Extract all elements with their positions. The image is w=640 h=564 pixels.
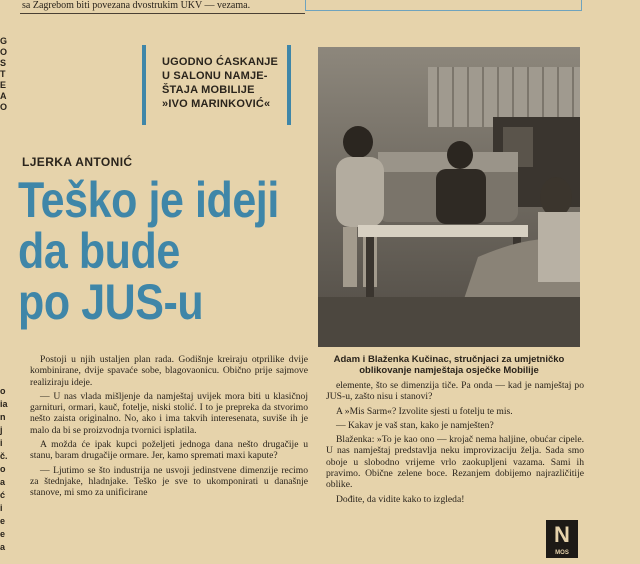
kicker-line: UGODNO ĆASKANJE — [162, 56, 279, 68]
margin-letter: a — [0, 542, 6, 552]
margin-letter: e — [0, 516, 6, 526]
kicker-line: ŠTAJA MOBILIJE — [162, 84, 255, 96]
logo-letter: N — [554, 522, 570, 547]
headline — [18, 172, 279, 330]
margin-letter: O — [0, 47, 8, 57]
paragraph: A »Mis Sarm«? Izvolite sjesti u fotelju te mis. — [336, 405, 513, 417]
kicker-bar-left — [142, 45, 146, 125]
margin-letter: S — [0, 58, 7, 68]
paragraph: — Kakav je vaš stan, kako je namješten? — [336, 419, 494, 431]
margin-letter: n — [0, 412, 6, 422]
top-box-frame — [305, 0, 582, 11]
top-rule — [20, 13, 305, 14]
paragraph: Blaženka: »To je kao ono — krojač nema haljine, obućar cipele. U nas namještaj predstavlja neku improvizaciju želja. Sada smo oboje u slobodno vrijeme vrlo zaokupljeni vazama. Sami ih pravimo. Obične zelene boce. Rezanjem dobijemo najrazličitije oblike. — [326, 434, 584, 491]
margin-letter: o — [0, 386, 6, 396]
paragraph: Postoji u njih ustaljen plan rada. Godišnje kreiraju otprilike dvije kombinirane, dvije spavaće sobe, blagovaonicu. Obično prije sajmove realiziraju ideje. — [30, 354, 308, 388]
margin-letter: ć — [0, 490, 6, 500]
margin-letter: ia — [0, 399, 8, 409]
paragraph: elemente, što se dimenzija tiče. Pa onda — kad je namještaj po JUS-u, zašto nisu i stanovi? — [326, 380, 584, 403]
margin-letter: č. — [0, 451, 8, 461]
margin-letter: o — [0, 464, 6, 474]
kicker-line: »IVO MARINKOVIĆ« — [162, 98, 271, 110]
margin-letter: A — [0, 91, 7, 101]
headline-line: da bude — [18, 223, 180, 279]
margin-letter: E — [0, 80, 7, 90]
paragraph: — Ljutimo se što industrija ne usvoji jedinstvene dimenzije recimo za štednjake, hladnjake. Teško je sve to ukomponirati u današnje stanove, mi smo za unificirane — [30, 464, 308, 499]
top-text: sa Zagrebom biti povezana dvostrukim UKV — vezama. — [22, 0, 251, 11]
margin-letter: T — [0, 69, 6, 79]
kicker — [162, 55, 290, 111]
margin-letters-bottom — [0, 385, 14, 554]
photo-caption: Adam i Blaženka Kučinac, stručnjaci za umjetničko oblikovanje namještaja osječke Mobilije — [333, 354, 565, 376]
margin-letter: a — [0, 477, 6, 487]
margin-letter: i — [0, 503, 3, 513]
article-column-left — [30, 354, 308, 502]
article-photo — [318, 47, 580, 347]
margin-letter: j — [0, 425, 3, 435]
margin-letters-top — [0, 36, 16, 113]
logo-small-text: MOS — [555, 550, 569, 556]
headline-line: po JUS-u — [18, 274, 204, 330]
paragraph: Dođite, da vidite kako to izgleda! — [336, 493, 465, 505]
margin-letter: O — [0, 102, 8, 112]
headline-line: Teško je ideji — [18, 172, 279, 228]
margin-letter: e — [0, 529, 6, 539]
newspaper-logo — [546, 520, 578, 558]
kicker-line: U SALONU NAMJE- — [162, 70, 268, 82]
article-column-right — [326, 380, 584, 508]
paragraph: — U nas vlada mišljenje da namještaj uvijek mora biti u klasičnoj garnituri, ormari, kauč, fotelje, niski stolić. I to je prepreka da stvorimo nešto zaista originalno. No, ako i ima takvih interesenata, suviše ih je malo da bi se proizvodnja tvornici isplatila. — [30, 390, 308, 436]
paragraph: A možda će ipak kupci poželjeti jednoga dana nešto drugačije u stanu, baram drugačije ormare. Jer, kamo spremati maxi kapute? — [30, 439, 308, 462]
photo-illustration — [318, 47, 580, 347]
author-byline: LJERKA ANTONIĆ — [22, 155, 133, 169]
margin-letter: i — [0, 438, 3, 448]
margin-letter: G — [0, 36, 8, 46]
